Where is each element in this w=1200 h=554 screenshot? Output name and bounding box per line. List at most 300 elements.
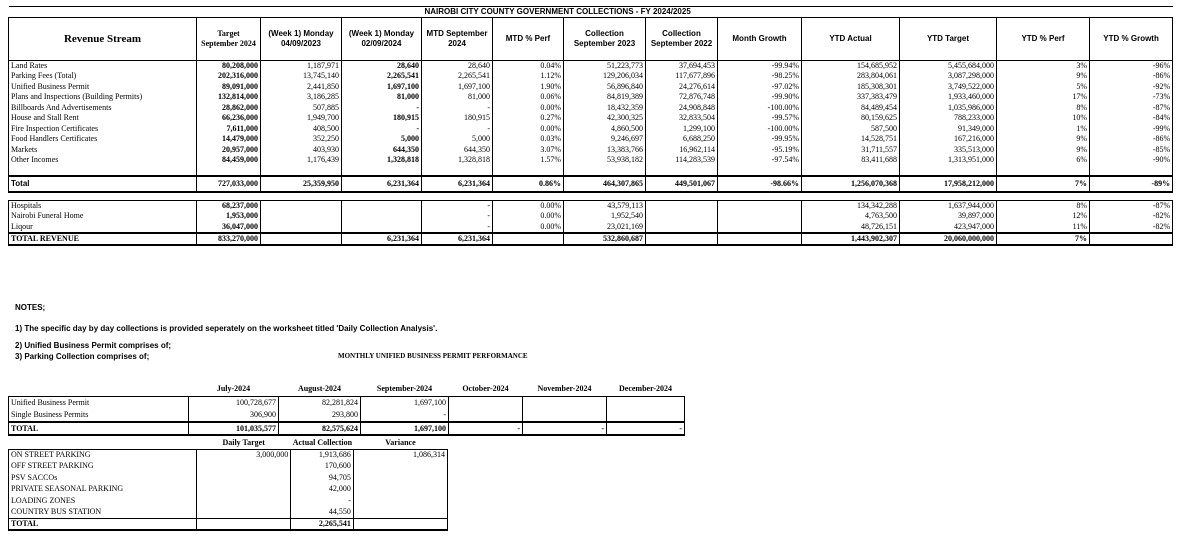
cell [718, 233, 802, 245]
report-title: NAIROBI CITY COUNTY GOVERNMENT COLLECTIONS - FY 2024/2025 [9, 7, 1173, 18]
cell: 1,697,100 [361, 396, 449, 409]
cell [449, 409, 523, 422]
cell: - [422, 211, 493, 222]
cell [646, 211, 718, 222]
cell: Hospitals [9, 201, 197, 212]
cell [261, 211, 342, 222]
cell: 4,860,500 [564, 124, 646, 135]
parking-row [9, 449, 448, 461]
table-row [9, 201, 1173, 212]
cell: 1,328,818 [422, 155, 493, 166]
cell: 32,833,504 [646, 113, 718, 124]
cell: Unified Business Permit [9, 82, 197, 93]
total-row [9, 176, 1173, 192]
cell [422, 166, 493, 176]
cell: 39,897,000 [900, 211, 997, 222]
cell: 1.12% [493, 71, 564, 82]
table-row [9, 134, 1173, 145]
cell: 13,383,766 [564, 145, 646, 156]
cell: 42,000 [291, 484, 354, 496]
cell [9, 166, 197, 176]
cell [342, 211, 422, 222]
cell: 3,000,000 [197, 449, 291, 461]
cell [1090, 192, 1173, 201]
cell [353, 472, 447, 484]
cell: 12% [997, 211, 1090, 222]
cell [607, 396, 685, 409]
cell [353, 507, 447, 519]
spacer-row [9, 166, 1173, 176]
cell [342, 166, 422, 176]
cell [523, 396, 607, 409]
cell: 6,688,250 [646, 134, 718, 145]
cell: -87% [1090, 103, 1173, 114]
cell [197, 192, 261, 201]
cell [997, 192, 1090, 201]
cell: MTD % Perf [493, 18, 564, 61]
cell: 0.86% [493, 176, 564, 192]
ubp-row [9, 409, 685, 422]
cell: - [342, 103, 422, 114]
cell: 1,086,314 [353, 449, 447, 461]
table-row [9, 222, 1173, 233]
cell: 16,962,114 [646, 145, 718, 156]
table-row [9, 92, 1173, 103]
cell [493, 233, 564, 245]
cell: Target September 2024 [197, 18, 261, 61]
cell [422, 192, 493, 201]
cell: 3,087,298,000 [900, 71, 997, 82]
cell: -89% [1090, 176, 1173, 192]
header-row [9, 18, 1173, 61]
ubp-title: MONTHLY UNIFIED BUSINESS PERMIT PERFORMANCE [338, 352, 528, 360]
cell: 9,246,697 [564, 134, 646, 145]
cell: 6,231,364 [342, 233, 422, 245]
cell: -95.19% [718, 145, 802, 156]
cell: 129,206,034 [564, 71, 646, 82]
cell: YTD % Growth [1090, 18, 1173, 61]
cell: -99.57% [718, 113, 802, 124]
cell: 306,900 [189, 409, 279, 422]
cell: 180,915 [342, 113, 422, 124]
cell [802, 192, 900, 201]
cell: Billboards And Advertisements [9, 103, 197, 114]
cell: 43,579,113 [564, 201, 646, 212]
cell: 1,949,700 [261, 113, 342, 124]
cell: 117,677,896 [646, 71, 718, 82]
cell: 84,489,454 [802, 103, 900, 114]
cell: 1,256,070,368 [802, 176, 900, 192]
table-row [9, 113, 1173, 124]
cell: 5,455,684,000 [900, 61, 997, 72]
cell: 7% [997, 233, 1090, 245]
cell: 788,233,000 [900, 113, 997, 124]
cell [353, 495, 447, 507]
cell: 56,896,840 [564, 82, 646, 93]
cell [523, 409, 607, 422]
cell: 283,804,061 [802, 71, 900, 82]
cell: 94,705 [291, 472, 354, 484]
cell: 14,479,000 [197, 134, 261, 145]
cell: YTD Target [900, 18, 997, 61]
cell: 36,047,000 [197, 222, 261, 233]
cell [646, 233, 718, 245]
cell: 10% [997, 113, 1090, 124]
cell: 154,685,952 [802, 61, 900, 72]
cell: TOTAL [9, 518, 197, 530]
cell: 3,186,285 [261, 92, 342, 103]
cell: 1,313,951,000 [900, 155, 997, 166]
cell: 20,957,000 [197, 145, 261, 156]
cell [197, 518, 291, 530]
ubp-row [9, 422, 685, 435]
cell: PSV SACCOs [9, 472, 197, 484]
cell: 66,236,000 [197, 113, 261, 124]
cell [353, 518, 447, 530]
cell [564, 166, 646, 176]
cell: 114,283,539 [646, 155, 718, 166]
cell: 1,637,944,000 [900, 201, 997, 212]
cell: Nairobi Funeral Home [9, 211, 197, 222]
cell [9, 383, 189, 396]
cell: - [342, 124, 422, 135]
cell: Collection September 2023 [564, 18, 646, 61]
cell: 81,000 [422, 92, 493, 103]
cell [1090, 233, 1173, 245]
cell: - [523, 422, 607, 435]
cell [342, 201, 422, 212]
cell: 28,640 [422, 61, 493, 72]
table-row [9, 61, 1173, 72]
cell: 6,231,364 [342, 176, 422, 192]
note-1: 1) The specific day by day collections is provided seperately on the worksheet titled 'Daily Collection Analysis'. [15, 324, 438, 333]
cell: Land Rates [9, 61, 197, 72]
cell: 13,745,140 [261, 71, 342, 82]
cell: 89,091,000 [197, 82, 261, 93]
parking-header-row [9, 438, 448, 449]
cell: 68,237,000 [197, 201, 261, 212]
cell: 2,265,541 [342, 71, 422, 82]
cell: 0.27% [493, 113, 564, 124]
cell: 3,749,522,000 [900, 82, 997, 93]
cell: 14,528,751 [802, 134, 900, 145]
cell: 1.90% [493, 82, 564, 93]
cell: 11% [997, 222, 1090, 233]
cell: - [422, 103, 493, 114]
cell: 9% [997, 71, 1090, 82]
cell: 72,876,748 [646, 92, 718, 103]
cell: -90% [1090, 155, 1173, 166]
cell: 403,930 [261, 145, 342, 156]
cell: Variance [385, 438, 416, 448]
note-2: 2) Unified Business Permit comprises of; [15, 341, 172, 350]
cell [261, 166, 342, 176]
cell [718, 211, 802, 222]
cell: 202,316,000 [197, 71, 261, 82]
cell: 5,000 [342, 134, 422, 145]
cell [261, 222, 342, 233]
cell: 7% [997, 176, 1090, 192]
cell: July-2024 [216, 384, 251, 394]
cell: October-2024 [462, 384, 509, 394]
cell: -84% [1090, 113, 1173, 124]
cell: 51,223,773 [564, 61, 646, 72]
parking-row [9, 461, 448, 473]
cell [197, 484, 291, 496]
cell: 5% [997, 82, 1090, 93]
cell: 185,308,301 [802, 82, 900, 93]
cell: 2,441,850 [261, 82, 342, 93]
cell: 335,513,000 [900, 145, 997, 156]
cell: 0.00% [493, 103, 564, 114]
cell [900, 192, 997, 201]
cell: 6,231,364 [422, 233, 493, 245]
cell [646, 201, 718, 212]
cell: 2,265,541 [291, 518, 354, 530]
cell [197, 461, 291, 473]
cell: ON STREET PARKING [9, 449, 197, 461]
cell: 84,819,389 [564, 92, 646, 103]
cell: Plans and Inspections (Building Permits) [9, 92, 197, 103]
cell: 1,176,439 [261, 155, 342, 166]
cell [493, 166, 564, 176]
cell: Month Growth [718, 18, 802, 61]
cell: OFF STREET PARKING [9, 461, 197, 473]
cell: December-2024 [618, 384, 672, 394]
table-row [9, 103, 1173, 114]
cell: Unified Business Permit [9, 396, 189, 409]
table-row [9, 155, 1173, 166]
cell: - [291, 495, 354, 507]
cell: 48,726,151 [802, 222, 900, 233]
cell: 81,000 [342, 92, 422, 103]
cell: -98.66% [718, 176, 802, 192]
cell: 8% [997, 201, 1090, 212]
cell: 24,276,614 [646, 82, 718, 93]
cell: - [422, 124, 493, 135]
cell: LOADING ZONES [9, 495, 197, 507]
cell [342, 222, 422, 233]
parking-row [9, 495, 448, 507]
cell: 833,270,000 [197, 233, 261, 245]
cell: Food Handlers Certificates [9, 134, 197, 145]
cell [900, 166, 997, 176]
cell: 17% [997, 92, 1090, 103]
cell: 644,350 [342, 145, 422, 156]
cell: 0.00% [493, 222, 564, 233]
cell: 31,711,557 [802, 145, 900, 156]
cell: 100,728,677 [189, 396, 279, 409]
cell: PRIVATE SEASONAL PARKING [9, 484, 197, 496]
cell: 25,359,950 [261, 176, 342, 192]
cell: (Week 1) Monday 02/09/2024 [342, 18, 422, 61]
cell: August-2024 [297, 384, 342, 394]
cell: -85% [1090, 145, 1173, 156]
cell: 28,862,000 [197, 103, 261, 114]
cell [1090, 166, 1173, 176]
cell [353, 461, 447, 473]
cell: COUNTRY BUS STATION [9, 507, 197, 519]
cell [718, 192, 802, 201]
cell [9, 192, 197, 201]
cell: 1,697,100 [361, 422, 449, 435]
notes-heading: NOTES; [15, 303, 46, 312]
cell: 180,915 [422, 113, 493, 124]
cell: - [422, 222, 493, 233]
title-row [9, 7, 1173, 18]
cell: 1,443,902,307 [802, 233, 900, 245]
cell: -86% [1090, 134, 1173, 145]
cell [197, 472, 291, 484]
cell: 1% [997, 124, 1090, 135]
cell: 83,411,688 [802, 155, 900, 166]
cell: -99% [1090, 124, 1173, 135]
cell: 0.06% [493, 92, 564, 103]
cell: 18,432,359 [564, 103, 646, 114]
cell: -99.95% [718, 134, 802, 145]
cell: 80,208,000 [197, 61, 261, 72]
cell: 1,697,100 [422, 82, 493, 93]
cell: Daily Target [222, 438, 265, 448]
cell [802, 166, 900, 176]
cell: Fire Inspection Certificates [9, 124, 197, 135]
cell: Total [9, 176, 197, 192]
cell: 3.07% [493, 145, 564, 156]
cell [646, 222, 718, 233]
cell: 352,250 [261, 134, 342, 145]
cell [607, 409, 685, 422]
cell: -98.25% [718, 71, 802, 82]
cell: Liqour [9, 222, 197, 233]
cell: -97.54% [718, 155, 802, 166]
cell [646, 166, 718, 176]
cell [646, 192, 718, 201]
cell: YTD Actual [802, 18, 900, 61]
cell: Markets [9, 145, 197, 156]
cell: 3% [997, 61, 1090, 72]
cell: 1,697,100 [342, 82, 422, 93]
cell: 9% [997, 145, 1090, 156]
cell: 1,953,000 [197, 211, 261, 222]
cell: September-2024 [376, 384, 433, 394]
cell [342, 192, 422, 201]
cell: 170,600 [291, 461, 354, 473]
cell: 507,885 [261, 103, 342, 114]
cell: 8% [997, 103, 1090, 114]
cell [997, 166, 1090, 176]
table-row [9, 82, 1173, 93]
cell: TOTAL [9, 422, 189, 435]
parking-row [9, 472, 448, 484]
table-row [9, 145, 1173, 156]
cell: 6% [997, 155, 1090, 166]
cell: 0.00% [493, 211, 564, 222]
cell: 44,550 [291, 507, 354, 519]
note-3: 3) Parking Collection comprises of; [15, 352, 150, 361]
cell [197, 166, 261, 176]
table-row [9, 211, 1173, 222]
cell: YTD % Perf [997, 18, 1090, 61]
cell: 28,640 [342, 61, 422, 72]
cell: 91,349,000 [900, 124, 997, 135]
cell: 17,958,212,000 [900, 176, 997, 192]
cell: 1.57% [493, 155, 564, 166]
cell: 644,350 [422, 145, 493, 156]
cell: 464,307,865 [564, 176, 646, 192]
cell [718, 166, 802, 176]
cell: (Week 1) Monday 04/09/2023 [261, 18, 342, 61]
cell: 1,035,986,000 [900, 103, 997, 114]
cell: 0.00% [493, 201, 564, 212]
cell: -96% [1090, 61, 1173, 72]
cell: 82,281,824 [279, 396, 361, 409]
cell: 293,800 [279, 409, 361, 422]
parking-row [9, 518, 448, 530]
ubp-row [9, 396, 685, 409]
cell: - [361, 409, 449, 422]
cell [493, 192, 564, 201]
cell: 7,611,000 [197, 124, 261, 135]
cell: 587,500 [802, 124, 900, 135]
cell: -86% [1090, 71, 1173, 82]
cell [564, 192, 646, 201]
cell [261, 201, 342, 212]
cell [197, 507, 291, 519]
cell: 1,913,686 [291, 449, 354, 461]
cell [718, 222, 802, 233]
cell: 37,694,453 [646, 61, 718, 72]
cell: -92% [1090, 82, 1173, 93]
cell: 20,060,000,000 [900, 233, 997, 245]
cell: -73% [1090, 92, 1173, 103]
cell: 84,459,000 [197, 155, 261, 166]
cell [449, 396, 523, 409]
cell: 532,860,687 [564, 233, 646, 245]
cell: - [449, 422, 523, 435]
cell: 1,299,100 [646, 124, 718, 135]
cell: 1,187,971 [261, 61, 342, 72]
cell [353, 484, 447, 496]
cell: 6,231,364 [422, 176, 493, 192]
parking-row [9, 484, 448, 496]
cell: 0.03% [493, 134, 564, 145]
cell: 24,908,848 [646, 103, 718, 114]
cell: 727,033,000 [197, 176, 261, 192]
cell [197, 495, 291, 507]
cell: November-2024 [537, 384, 592, 394]
cell: 0.00% [493, 124, 564, 135]
cell: 2,265,541 [422, 71, 493, 82]
cell: Revenue Stream [9, 18, 197, 61]
cell: 0.04% [493, 61, 564, 72]
cell: 337,383,479 [802, 92, 900, 103]
cell: 9% [997, 134, 1090, 145]
cell: Single Business Permits [9, 409, 189, 422]
cell: 134,342,288 [802, 201, 900, 212]
cell: -82% [1090, 222, 1173, 233]
cell: 1,952,540 [564, 211, 646, 222]
cell: 1,328,818 [342, 155, 422, 166]
cell: -82% [1090, 211, 1173, 222]
cell: -87% [1090, 201, 1173, 212]
cell: 23,021,169 [564, 222, 646, 233]
cell: 1,933,460,000 [900, 92, 997, 103]
cell: -97.02% [718, 82, 802, 93]
cell: Collection September 2022 [646, 18, 718, 61]
cell: 101,035,577 [189, 422, 279, 435]
cell: TOTAL REVENUE [9, 233, 197, 245]
cell: 42,300,325 [564, 113, 646, 124]
